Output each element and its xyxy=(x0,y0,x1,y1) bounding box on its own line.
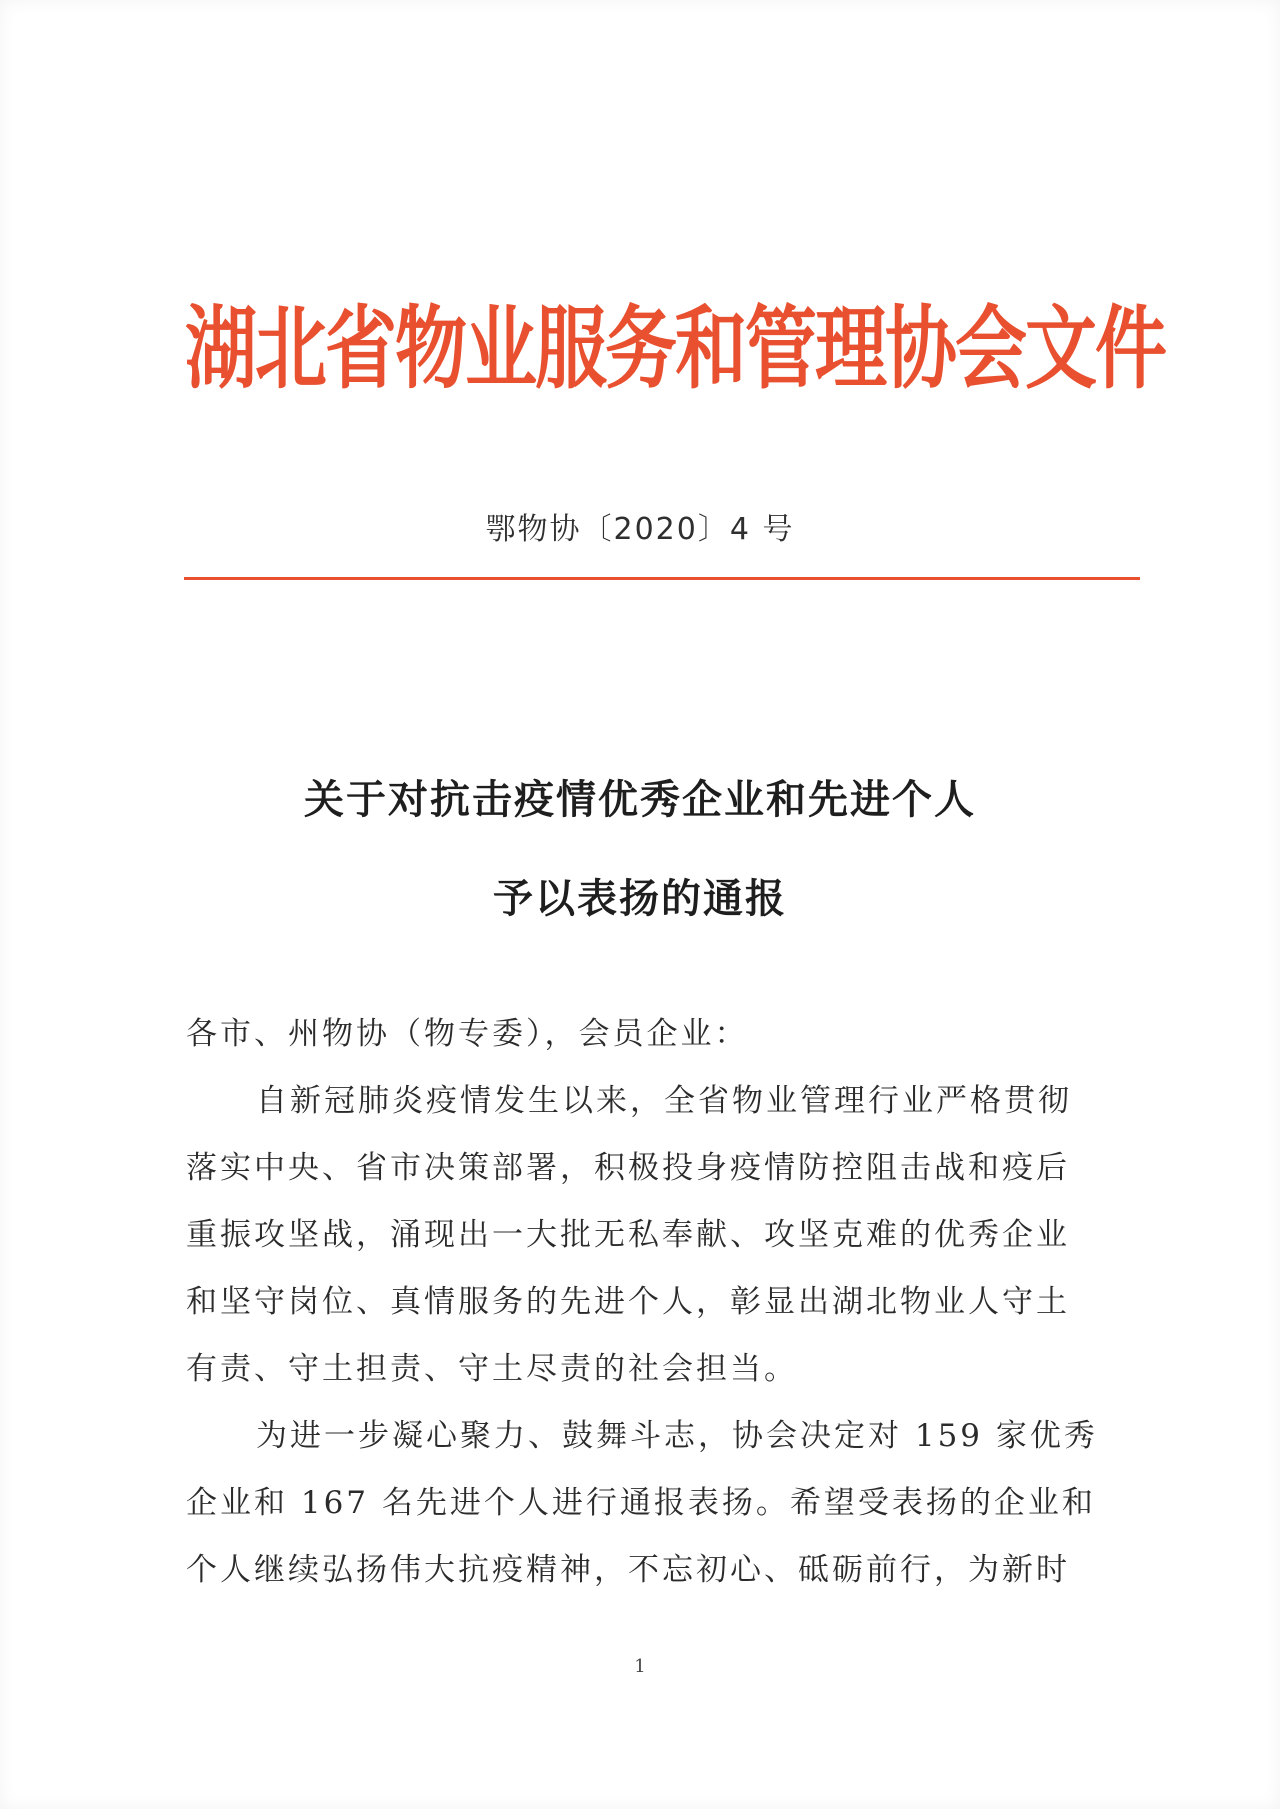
organization-header-title: 湖北省物业服务和管理协会文件 xyxy=(185,295,1166,401)
body-line: 落实中央、省市决策部署，积极投身疫情防控阻击战和疫后 xyxy=(186,1150,1070,1186)
body-line: 企业和 167 名先进个人进行通报表扬。希望受表扬的企业和 xyxy=(186,1485,1096,1521)
body-line: 重振攻坚战，涌现出一大批无私奉献、攻坚克难的优秀企业 xyxy=(186,1217,1070,1253)
salutation-line: 各市、州物协（物专委），会员企业： xyxy=(186,1016,749,1052)
body-line: 个人继续弘扬伟大抗疫精神，不忘初心、砥砺前行，为新时 xyxy=(186,1552,1070,1588)
notice-title-line-2: 予以表扬的通报 xyxy=(493,875,787,922)
body-line: 有责、守土担责、守土尽责的社会担当。 xyxy=(186,1351,798,1387)
notice-title-line-1: 关于对抗击疫情优秀企业和先进个人 xyxy=(304,776,976,823)
document-number: 鄂物协〔2020〕4 号 xyxy=(485,512,795,547)
body-line: 为进一步凝心聚力、鼓舞斗志，协会决定对 159 家优秀 xyxy=(256,1418,1098,1454)
header-divider-line xyxy=(184,577,1140,580)
body-line: 和坚守岗位、真情服务的先进个人，彰显出湖北物业人守土 xyxy=(186,1284,1070,1320)
page-number: 1 xyxy=(634,1656,646,1677)
body-line: 自新冠肺炎疫情发生以来，全省物业管理行业严格贯彻 xyxy=(256,1083,1072,1119)
